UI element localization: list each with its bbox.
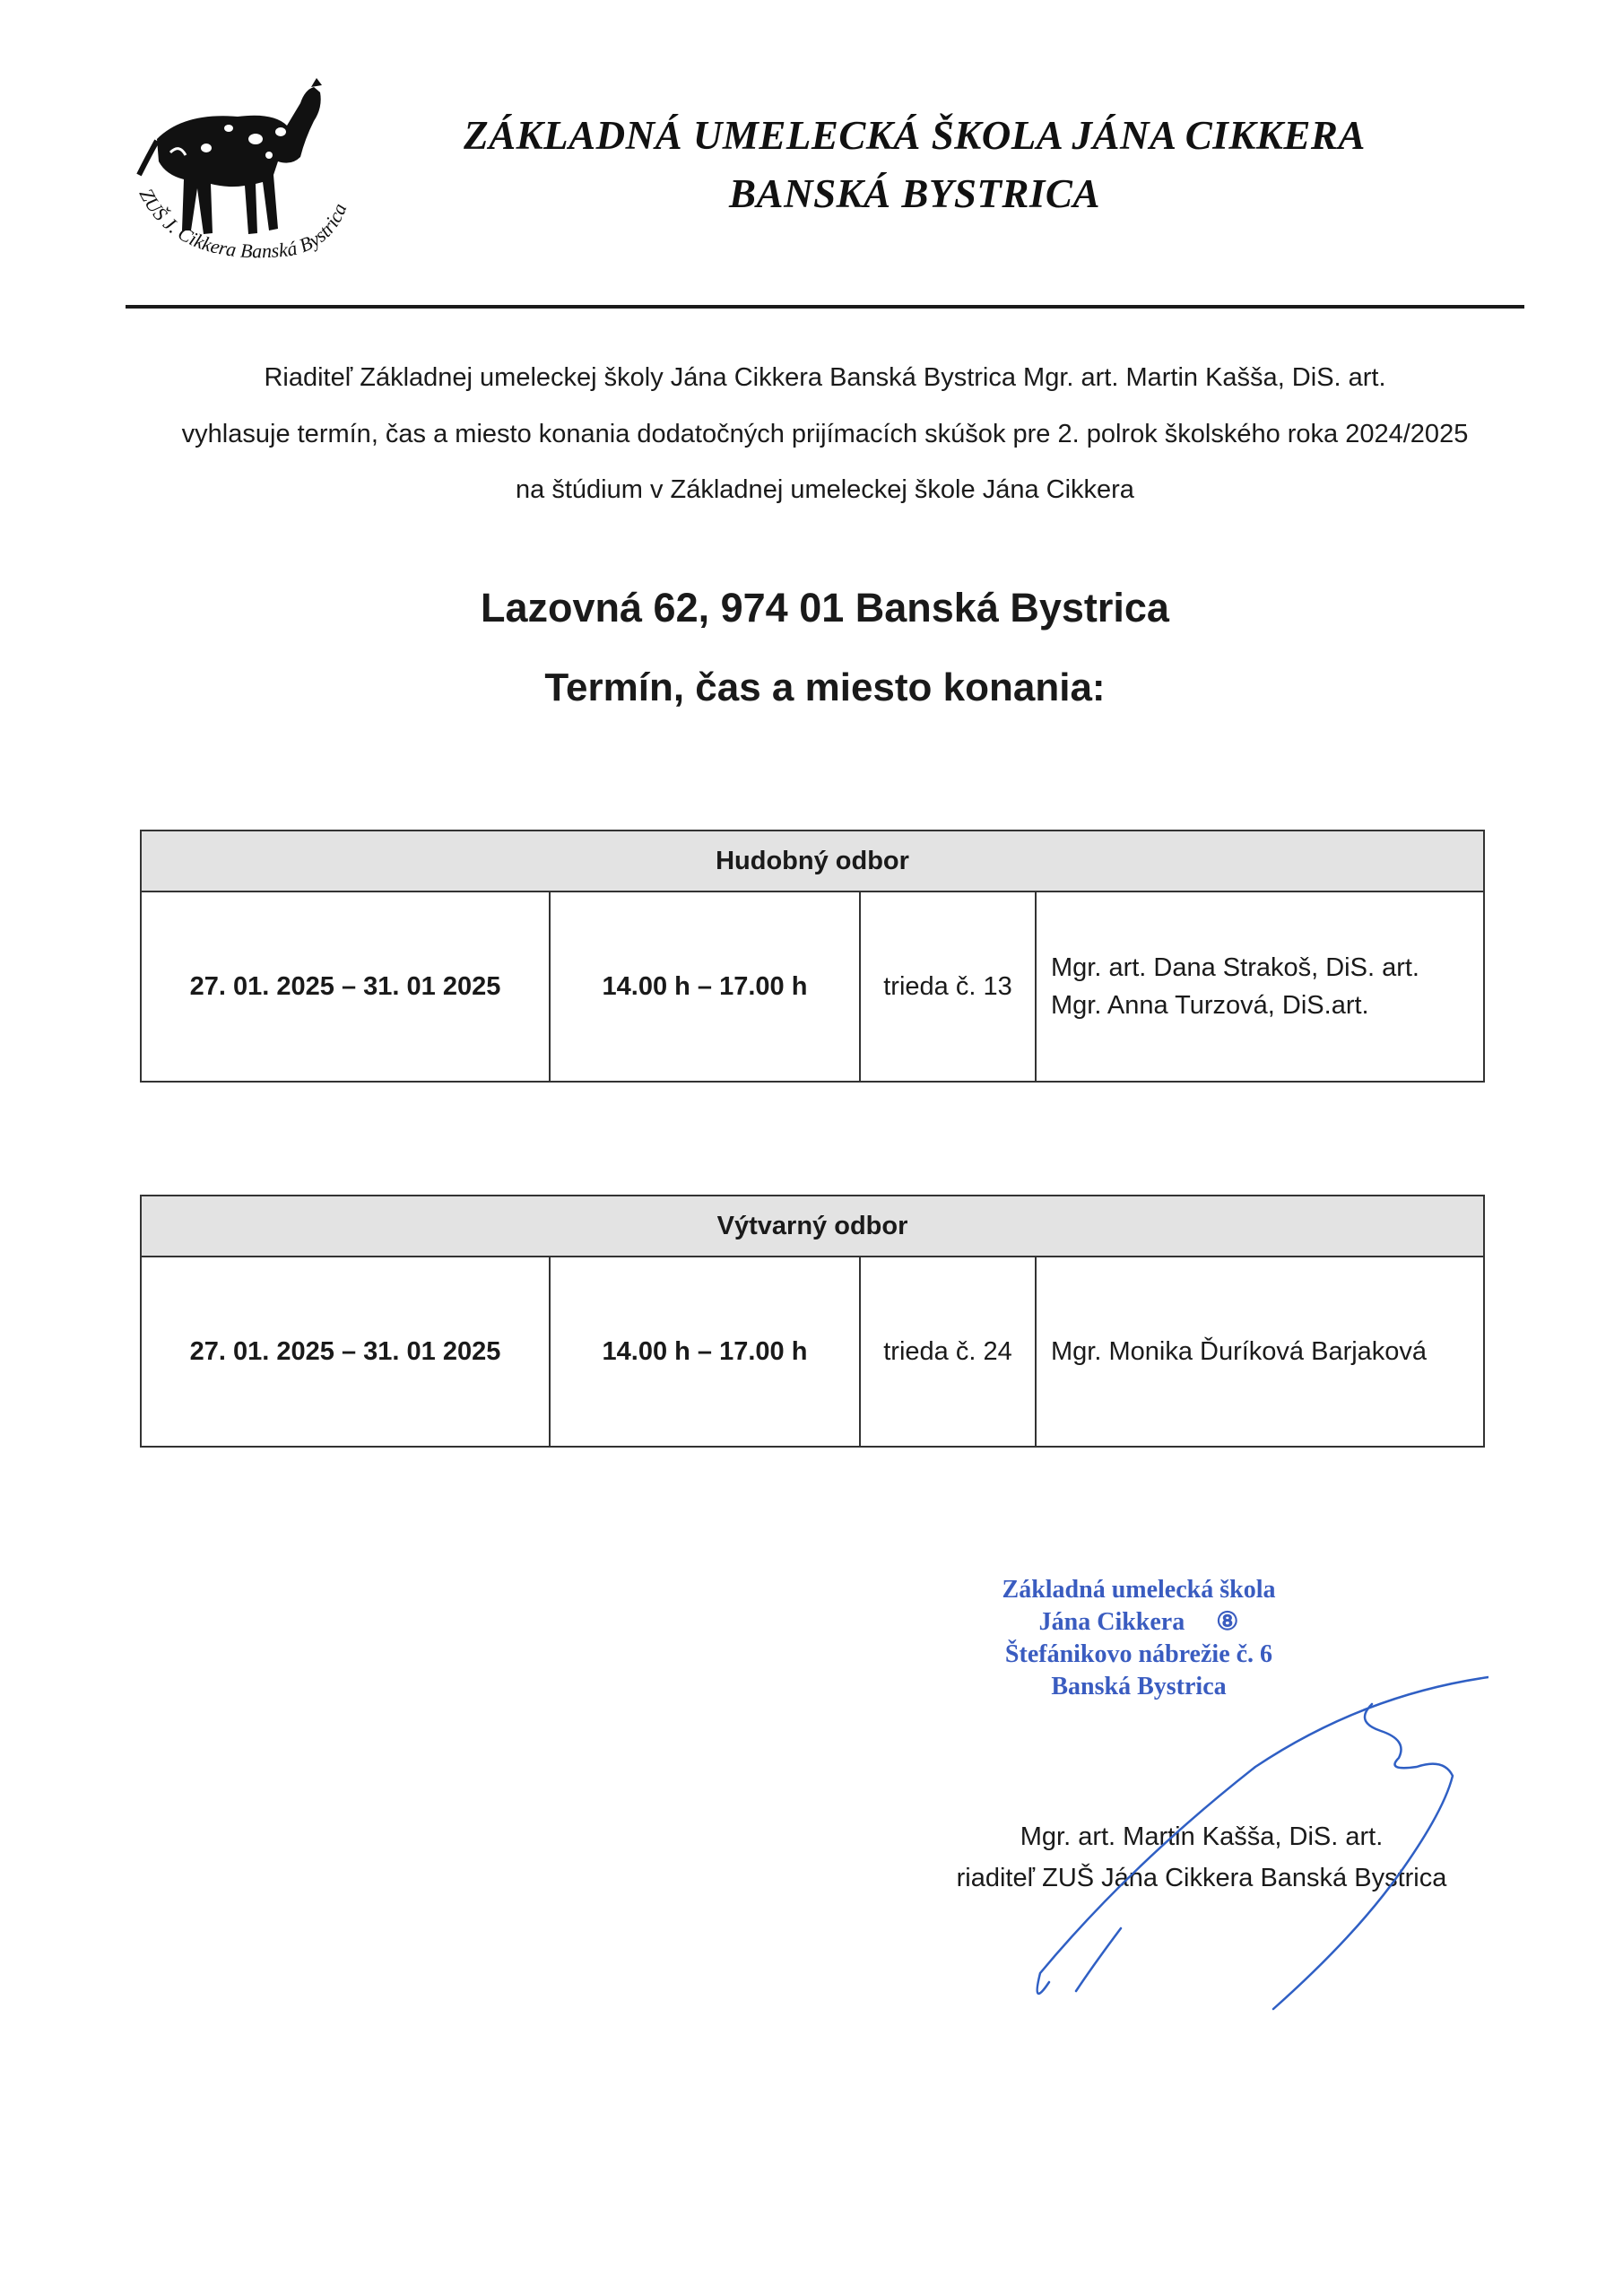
department-title: Hudobný odbor bbox=[141, 831, 1484, 891]
school-name-line1: ZÁKLADNÁ UMELECKÁ ŠKOLA JÁNA CIKKERA bbox=[464, 113, 1366, 158]
department-title: Výtvarný odbor bbox=[141, 1196, 1484, 1257]
time-range: 14.00 h – 17.00 h bbox=[550, 1257, 860, 1447]
intro-line-3: na štúdium v Základnej umeleckej škole Jána Cikkera bbox=[516, 475, 1134, 504]
intro-line-1: Riaditeľ Základnej umeleckej školy Jána Cikkera Banská Bystrica Mgr. art. Martin Kašša, DiS. art. bbox=[264, 363, 1386, 392]
school-name-line2: BANSKÁ BYSTRICA bbox=[729, 171, 1100, 216]
stamp-mark-icon: ⑧ bbox=[1216, 1608, 1239, 1636]
table-header-row bbox=[141, 831, 1484, 891]
handwritten-signature bbox=[1022, 1668, 1488, 2027]
schedule-table-music bbox=[140, 830, 1485, 1083]
schedule-table-art bbox=[140, 1195, 1485, 1448]
stamp-line-4: Banská Bystrica bbox=[1051, 1673, 1227, 1700]
table-header-row bbox=[141, 1196, 1484, 1257]
teachers-cell bbox=[1036, 891, 1484, 1082]
logo-text: ZUŠ J. Cikkera Banská Bystrica bbox=[135, 184, 352, 263]
room: trieda č. 13 bbox=[860, 891, 1036, 1082]
stamp-line-1: Základná umelecká škola bbox=[1002, 1576, 1276, 1604]
teacher-name: Mgr. Monika Ďuríková Barjaková bbox=[1051, 1337, 1428, 1366]
table-row bbox=[141, 1257, 1484, 1447]
stamp-line-3: Štefánikovo nábrežie č. 6 bbox=[1004, 1640, 1273, 1668]
intro-line-2: vyhlasuje termín, čas a miesto konania dodatočných prijímacích skúšok pre 2. polrok školského roka 2024/2025 bbox=[181, 420, 1469, 448]
teacher-name: Mgr. Anna Turzová, DiS.art. bbox=[1051, 991, 1369, 1020]
teachers-cell bbox=[1036, 1257, 1484, 1447]
signatory-name: Mgr. art. Martin Kašša, DiS. art. bbox=[1020, 1822, 1384, 1851]
schedule-subheading: Termín, čas a miesto konania: bbox=[544, 665, 1106, 709]
signatory-role: riaditeľ ZUŠ Jána Cikkera Banská Bystrica bbox=[956, 1864, 1447, 1892]
school-logo bbox=[121, 76, 354, 269]
header-divider bbox=[126, 305, 1524, 309]
time-range: 14.00 h – 17.00 h bbox=[550, 891, 860, 1082]
room: trieda č. 24 bbox=[860, 1257, 1036, 1447]
teacher-name: Mgr. art. Dana Strakoš, DiS. art. bbox=[1051, 953, 1419, 982]
table-row bbox=[141, 891, 1484, 1082]
stamp-line-2: Jána Cikkera ⑧ bbox=[1038, 1608, 1239, 1636]
date-range: 27. 01. 2025 – 31. 01 2025 bbox=[141, 891, 550, 1082]
date-range: 27. 01. 2025 – 31. 01 2025 bbox=[141, 1257, 550, 1447]
address-heading: Lazovná 62, 974 01 Banská Bystrica bbox=[481, 585, 1169, 631]
